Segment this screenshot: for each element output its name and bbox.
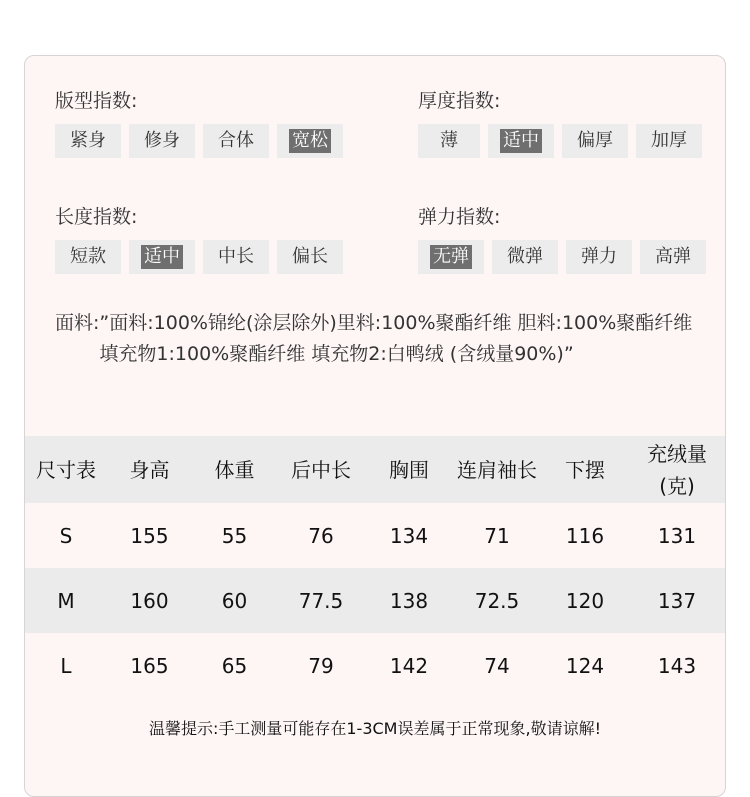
fabric-label: 面料: xyxy=(55,312,100,334)
cell-height: 160 xyxy=(107,568,192,633)
thickness-option-medium: 适中 xyxy=(488,124,554,158)
length-option-long: 偏长 xyxy=(277,240,343,274)
cell-sleeve-length: 72.5 xyxy=(453,568,541,633)
measurement-tip: 温馨提示:手工测量可能存在1-3CM误差属于正常现象,敬请谅解! xyxy=(148,719,601,738)
cell-down-fill: 131 xyxy=(657,523,697,548)
table-row xyxy=(25,568,725,633)
header-weight: 体重 xyxy=(192,436,277,503)
elasticity-option-slight: 微弹 xyxy=(492,240,558,274)
elasticity-option-none: 无弹 xyxy=(418,240,484,274)
size-info-card xyxy=(24,55,726,797)
cell-back-length: 76 xyxy=(308,523,334,548)
thickness-option-thick: 偏厚 xyxy=(562,124,628,158)
thickness-index xyxy=(418,88,702,158)
fit-option-loose: 宽松 xyxy=(277,124,343,158)
table-row xyxy=(25,503,725,568)
cell-weight: 65 xyxy=(221,653,248,678)
fit-option-slim: 修身 xyxy=(129,124,195,158)
cell-back-length: 77.5 xyxy=(277,568,365,633)
cell-size: L xyxy=(60,653,72,678)
header-sleeve-length: 连肩袖长 xyxy=(453,436,541,503)
cell-chest: 142 xyxy=(389,653,429,678)
cell-down-fill: 137 xyxy=(629,568,725,633)
header-down-fill: 充绒量 (克) xyxy=(629,436,725,503)
elasticity-index xyxy=(418,204,706,274)
cell-weight: 60 xyxy=(192,568,277,633)
elasticity-index-title: 弹力指数: xyxy=(418,206,501,228)
header-height: 身高 xyxy=(107,436,192,503)
cell-back-length: 79 xyxy=(308,653,334,678)
fit-index-title: 版型指数: xyxy=(55,90,138,112)
cell-size: S xyxy=(59,523,73,548)
cell-sleeve-length: 71 xyxy=(484,523,510,548)
cell-size: M xyxy=(25,568,107,633)
cell-sleeve-length: 74 xyxy=(484,653,510,678)
header-chest: 胸围 xyxy=(365,436,453,503)
elasticity-option-high: 高弹 xyxy=(640,240,706,274)
length-option-mid-long: 中长 xyxy=(203,240,269,274)
fabric-value: ”面料:100%锦纶(涂层除外)里料:100%聚酯纤维 胆料:100%聚酯纤维 填充物1:100%聚酯纤维 填充物2:白鸭绒 (含绒量90%)” xyxy=(99,312,693,365)
header-hem: 下摆 xyxy=(541,436,629,503)
fit-option-regular: 合体 xyxy=(203,124,269,158)
thickness-option-thin: 薄 xyxy=(418,124,480,158)
cell-hem: 120 xyxy=(541,568,629,633)
cell-height: 155 xyxy=(130,523,169,548)
cell-hem: 116 xyxy=(565,523,605,548)
elasticity-option-elastic: 弹力 xyxy=(566,240,632,274)
cell-chest: 134 xyxy=(389,523,429,548)
table-row xyxy=(25,633,725,698)
fit-option-tight: 紧身 xyxy=(55,124,121,158)
fabric-info xyxy=(55,308,695,370)
cell-weight: 55 xyxy=(221,523,248,548)
header-back-length: 后中长 xyxy=(277,436,365,503)
header-size: 尺寸表 xyxy=(25,436,107,503)
length-option-medium: 适中 xyxy=(129,240,195,274)
cell-chest: 138 xyxy=(365,568,453,633)
length-index-title: 长度指数: xyxy=(55,206,138,228)
length-option-short: 短款 xyxy=(55,240,121,274)
size-table xyxy=(25,436,725,698)
thickness-option-extra-thick: 加厚 xyxy=(636,124,702,158)
length-index xyxy=(55,204,343,274)
cell-down-fill: 143 xyxy=(657,653,697,678)
thickness-index-title: 厚度指数: xyxy=(418,90,501,112)
fit-index xyxy=(55,88,343,158)
cell-hem: 124 xyxy=(565,653,605,678)
size-table-header-row xyxy=(25,436,725,503)
cell-height: 165 xyxy=(130,653,169,678)
